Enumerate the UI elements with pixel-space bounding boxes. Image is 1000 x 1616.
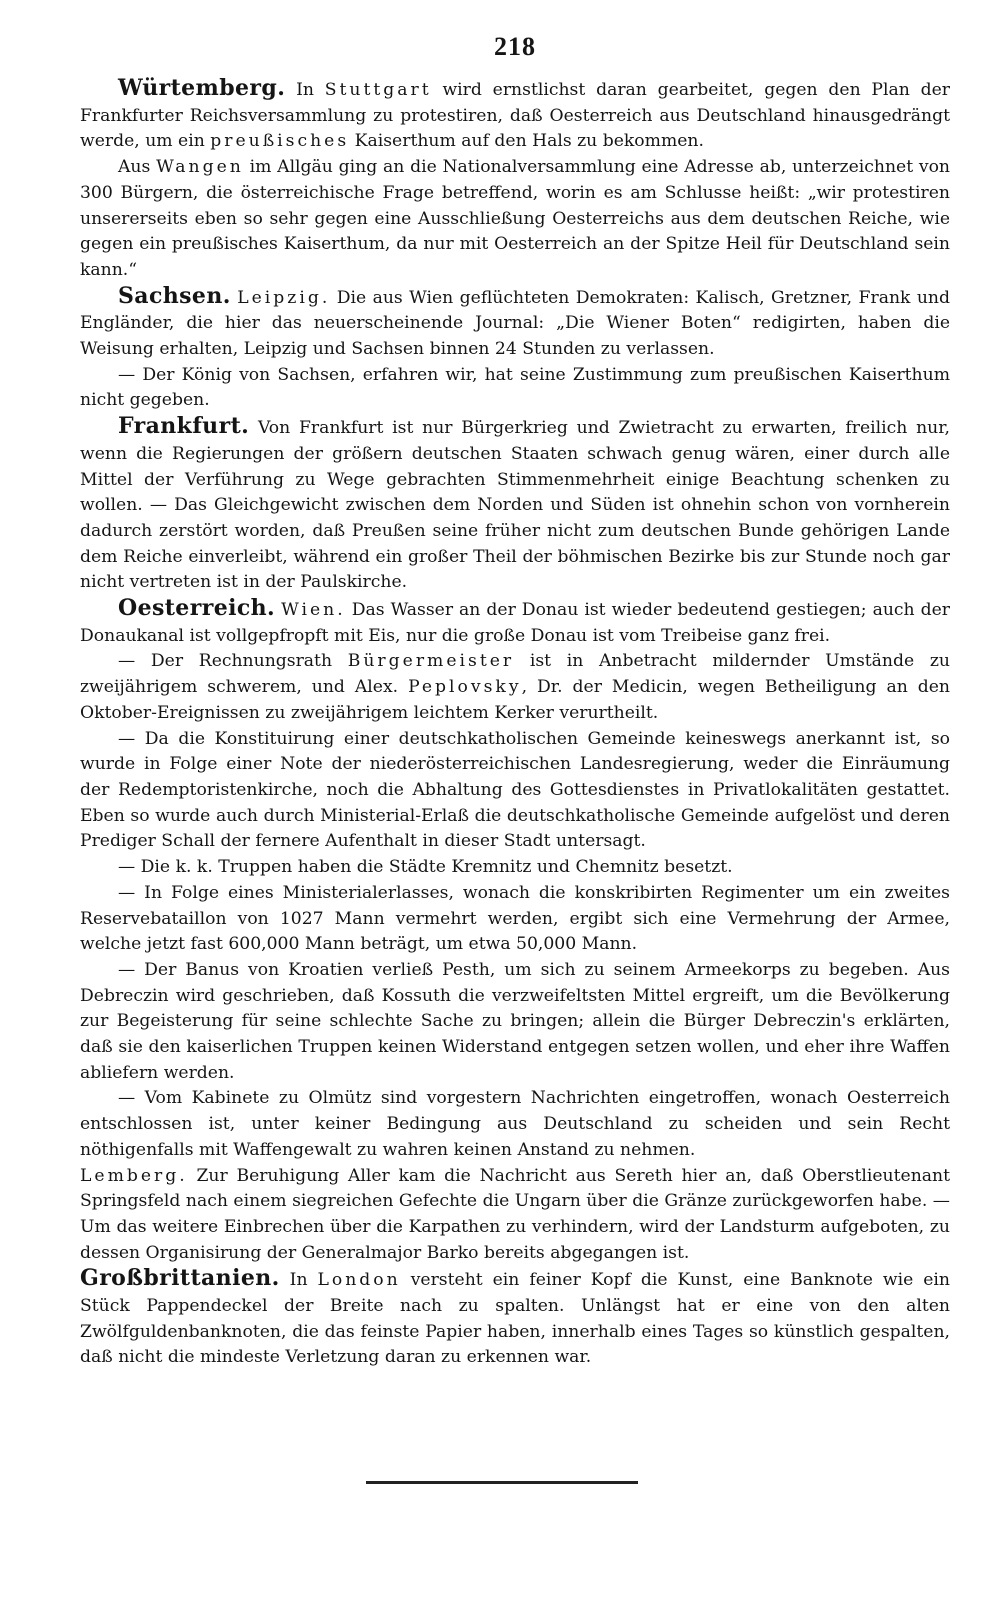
article-osterreich-4: — Die k. k. Truppen haben die Städte Kremnitz und Chemnitz besetzt. xyxy=(118,857,733,878)
article-wurttemberg-2: Aus Wangen im Allgäu ging an die Nationalversammlung eine Adresse ab, unterzeichnet von 300 Bürgern, die österreichische Frage betreffend, worin es am Schlusse heißt: „wir protestiren unsererseits eben so sehr gegen eine Ausschließung Oesterreichs aus dem deutschen Reiche, wie gegen ein preußisches Kaiserthum, da nur mit Oesterreich an der Spitze Heil für Deutschland sein kann.“ xyxy=(80,157,950,280)
section-heading-frankfurt: Frankfurt. xyxy=(118,413,250,440)
closing-divider-rule xyxy=(366,1481,638,1484)
article-osterreich-6: — Der Banus von Kroatien verließ Pesth, um sich zu seinem Armeekorps zu begeben. Aus Debreczin wird geschrieben, daß Kossuth die verzweifeltsten Mittel ergreift, um die Bevölkerung zur Begeisterung für seine schlechte Sache zu bringen; allein die Bürger Debreczin's erklärten, daß sie den kaiserlichen Truppen keinen Widerstand entgegen setzen wollen, und eher ihre Waffen abliefern werden. xyxy=(80,959,950,1083)
section-heading-sachsen: Sachsen. xyxy=(118,282,231,309)
section-heading-wurttemberg: Würtemberg. xyxy=(118,75,286,101)
article-osterreich-2: — Der Rechnungsrath Bürgermeister ist in Anbetracht mildernder Umstände zu zweijährigem schwerem, und Alex. Peplovsky, Dr. der Medicin, wegen Betheiligung an den Oktober-Ereignissen zu zweijährigem leichtem Kerker verurtheilt. xyxy=(80,651,950,723)
article-sachsen-2: — Der König von Sachsen, erfahren wir, hat seine Zustimmung zum preußischen Kaiserthum nicht gegeben. xyxy=(80,364,950,411)
article-osterreich-5: — In Folge eines Ministerialerlasses, wonach die konskribirten Regimenter um ein zweites Reservebataillon von 1027 Mann vermehrt werden, ergibt sich eine Vermehrung der Armee, welche jetzt fast 600,000 Mann beträgt, um etwa 50,000 Mann. xyxy=(80,882,950,955)
article-frankfurt-1: Frankfurt. Von Frankfurt ist nur Bürgerkrieg und Zwietracht zu erwarten, freilich nur, wenn die Regierungen der größern deutschen Staaten schwach genug wären, einer durch alle Mittel der Verführung zu Wege gebrachten Stimmenmehrheit einige Beachtung schenken zu wollen. — Das Gleichgewicht zwischen dem Norden und Süden ist ohnehin schon von vornherein dadurch zerstört worden, daß Preußen seine früher nicht zum deutschen Bunde gehörigen Lande dem Reiche einverleibt, während ein großer Theil der böhmischen Bezirke bis zur Stunde noch gar nicht vertreten ist in der Paulskirche. xyxy=(80,413,950,593)
person-name: Peplovsky xyxy=(408,677,522,698)
place-name: Wangen xyxy=(156,157,244,178)
article-osterreich-3: — Da die Konstituirung einer deutschkatholischen Gemeinde keineswegs anerkannt ist, so wurde in Folge einer Note der niederösterreichischen Landesregierung, weder die Einräumung der Redemptoristenkirche, noch die Abhaltung des Gottesdienstes in Privatlokalitäten gestattet. Eben so wurde auch durch Ministerial-Erlaß die deutschkatholische Gemeinde aufgelöst und deren Prediger Schall der fernere Aufenthalt in dieser Stadt untersagt. xyxy=(80,728,950,852)
place-name: London xyxy=(317,1270,401,1291)
person-name: Bürgermeister xyxy=(347,651,515,672)
page-number: 218 xyxy=(494,32,536,61)
section-heading-osterreich: Oesterreich. xyxy=(118,595,276,622)
place-name: Leipzig. xyxy=(237,287,331,308)
place-name: Lemberg. xyxy=(80,1165,188,1186)
place-name: Wien. xyxy=(281,600,346,621)
article-osterreich-1: Oesterreich. Wien. Das Wasser an der Donau ist wieder bedeutend gestiegen; auch der Donaukanal ist vollgepfropft mit Eis, nur die große Donau ist vom Treibeise ganz frei. xyxy=(80,595,950,646)
section-heading-grossbritannien: Großbrittanien. xyxy=(80,1265,280,1292)
article-osterreich-7: — Vom Kabinete zu Olmütz sind vorgestern Nachrichten eingetroffen, wonach Oesterreich entschlossen ist, unter keiner Bedingung aus Deutschland zu scheiden und sein Recht nöthigenfalls mit Waffengewalt zu wahren keinen Anstand zu nehmen. xyxy=(80,1088,950,1160)
article-sachsen-1: Sachsen. Leipzig. Die aus Wien geflüchteten Demokraten: Kalisch, Gretzner, Frank und Engländer, die hier das neuerscheinende Journal: „Die Wiener Boten“ redigirten, haben die Weisung erhalten, Leipzig und Sachsen binnen 24 Stunden zu verlassen. xyxy=(80,282,950,360)
place-name: Stuttgart xyxy=(324,80,432,100)
article-grossbritannien-1: Großbrittanien. In London versteht ein feiner Kopf die Kunst, eine Banknote wie ein Stück Pappendeckel der Breite nach zu spalten. Unlängst hat er eine von den alten Zwölfguldenbanknoten, die das feinste Papier haben, innerhalb eines Tages so künstlich gespalten, daß nicht die mindeste Verletzung daran zu erkennen war. xyxy=(80,1265,950,1368)
article-wurttemberg-1: Würtemberg. In Stuttgart wird ernstlichst daran gearbeitet, gegen den Plan der Frankfurter Reichsversammlung zu protestiren, daß Oesterreich aus Deutschland hinausgedrängt werde, um ein preußisches Kaiserthum auf den Hals zu bekommen. xyxy=(80,75,950,152)
article-osterreich-8: Lemberg. Zur Beruhigung Aller kam die Nachricht aus Sereth hier an, daß Oberstlieutenant Springsfeld nach einem siegreichen Gefechte die Ungarn über die Gränze zurückgeworfen habe. — Um das weitere Einbrechen über die Karpathen zu verhindern, wird der Landsturm aufgeboten, zu dessen Organisirung der Generalmajor Barko bereits abgegangen ist. xyxy=(80,1165,950,1263)
